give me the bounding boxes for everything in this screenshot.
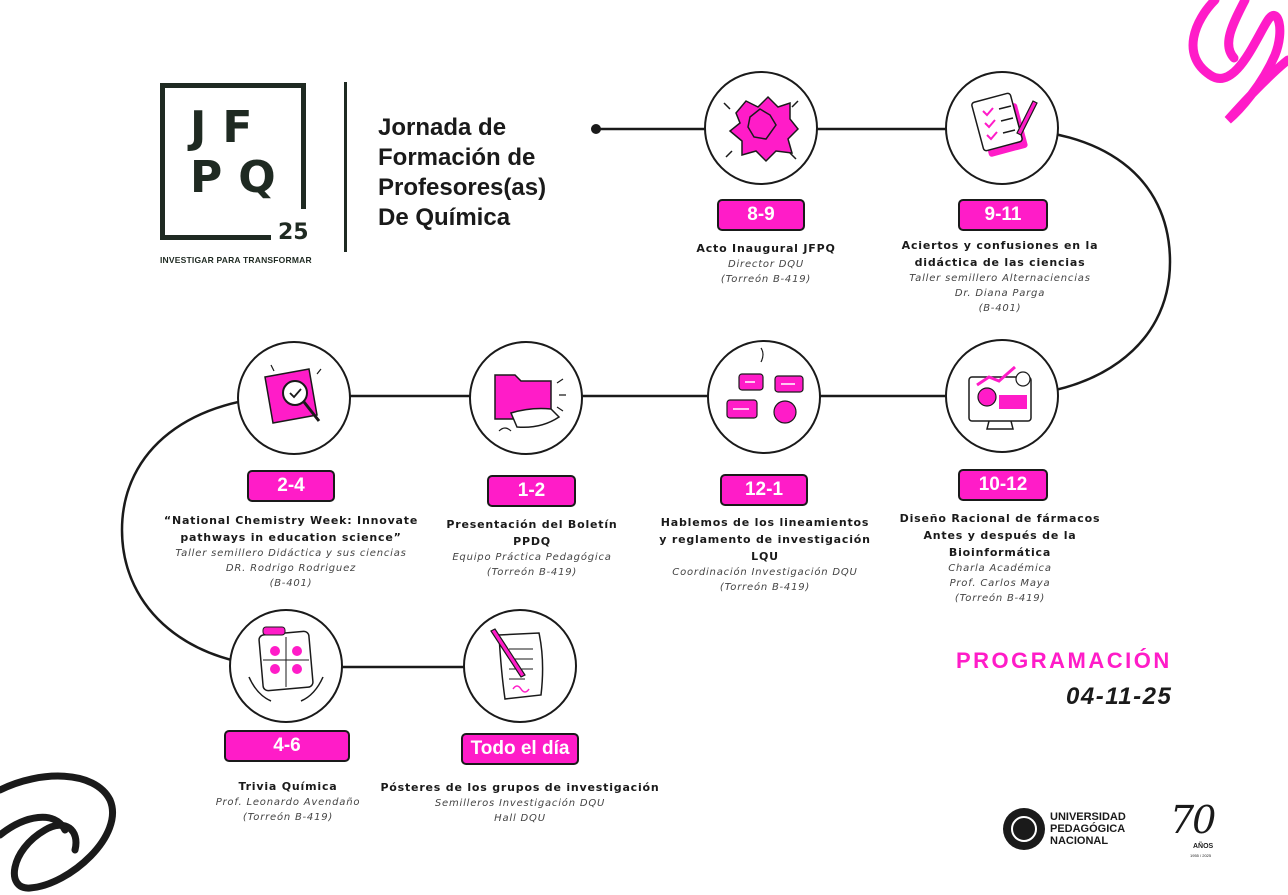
- event-7-icon-circle: [229, 609, 343, 723]
- event-7-time-badge: 4-6: [224, 730, 350, 762]
- event-8-line-2: Hall DQU: [494, 813, 546, 824]
- header-divider: [344, 82, 347, 252]
- anniversary-number: 70: [1170, 798, 1215, 842]
- event-3-icon-circle: [945, 339, 1059, 453]
- event-6-time-badge: 2-4: [247, 470, 335, 502]
- document-magnifier-icon: [239, 343, 349, 453]
- programacion-label: PROGRAMACIÓN: [956, 648, 1172, 673]
- event-4-icon-circle: [707, 340, 821, 454]
- event-1-title: Acto Inaugural JFPQ: [696, 242, 836, 255]
- chat-bubbles-icon: [709, 342, 819, 452]
- anniversary-years: 1955 / 2025: [1190, 853, 1212, 858]
- folder-hand-icon: [471, 343, 581, 453]
- event-7-line-2: (Torreón B-419): [242, 812, 334, 823]
- event-2-icon-circle: [945, 71, 1059, 185]
- event-6-info: [160, 512, 422, 591]
- black-scribble-decoration: [0, 776, 113, 888]
- page-title: Jornada de Formación de Profesores(as) De Química: [378, 114, 547, 231]
- event-6-title: “National Chemistry Week: Innovate pathways in education science”: [163, 514, 419, 544]
- event-5-line-2: (Torreón B-419): [486, 567, 578, 578]
- upn-seal-logo: [1003, 808, 1045, 850]
- event-2-line-1: Taller semillero Alternaciencias: [909, 273, 1091, 284]
- event-8-info: [378, 779, 662, 826]
- event-5-info: [434, 516, 630, 580]
- jfpq-logo-tagline: INVESTIGAR PARA TRANSFORMAR: [160, 255, 312, 265]
- event-6-line-2: DR. Rodrigo Rodriguez: [225, 563, 357, 574]
- event-2-line-3: (B-401): [978, 303, 1022, 314]
- event-5-icon-circle: [469, 341, 583, 455]
- event-3-line-3: (Torreón B-419): [954, 593, 1046, 604]
- event-4-time-badge: 12-1: [720, 474, 808, 506]
- event-1-line-1: Director DQU: [727, 259, 805, 270]
- event-1-line-2: (Torreón B-419): [720, 274, 812, 285]
- jfpq-logo-number: 25: [278, 220, 309, 245]
- hands-together-icon: [706, 73, 816, 183]
- event-1-time-badge: 8-9: [717, 199, 805, 231]
- computer-analytics-icon: [947, 341, 1057, 451]
- event-4-line-1: Coordinación Investigación DQU: [672, 567, 858, 578]
- event-5-line-1: Equipo Práctica Pedagógica: [452, 552, 612, 563]
- clipboard-checklist-icon: [947, 73, 1057, 183]
- event-3-time-badge: 10-12: [958, 469, 1048, 501]
- event-8-line-1: Semilleros Investigación DQU: [434, 798, 606, 809]
- event-5-time-badge: 1-2: [487, 475, 576, 507]
- event-1-icon-circle: [704, 71, 818, 185]
- paper-pen-icon: [465, 611, 575, 721]
- upn-logo-text: UNIVERSIDAD PEDAGÓGICA NACIONAL: [1050, 811, 1126, 847]
- event-3-title: Diseño Racional de fármacos Antes y después de la Bioinformática: [899, 512, 1101, 559]
- event-date: 04-11-25: [1066, 683, 1173, 710]
- event-8-time-badge: Todo el día: [461, 733, 579, 765]
- event-3-line-1: Charla Académica: [948, 563, 1052, 574]
- event-8-title: Pósteres de los grupos de investigación: [380, 781, 660, 794]
- event-7-info: [190, 778, 386, 825]
- event-3-line-2: Prof. Carlos Maya: [949, 578, 1051, 589]
- event-6-icon-circle: [237, 341, 351, 455]
- event-5-title: Presentación del Boletín PPDQ: [446, 518, 618, 548]
- jfpq-logo-letters: JF PQ: [190, 102, 292, 203]
- event-1-info: [676, 240, 856, 287]
- event-2-title: Aciertos y confusiones en la didáctica de las ciencias: [901, 239, 1099, 269]
- event-4-info: [658, 514, 872, 595]
- anniversary-label: AÑOS: [1193, 843, 1214, 850]
- event-3-info: [885, 510, 1115, 606]
- event-4-line-2: (Torreón B-419): [719, 582, 811, 593]
- event-6-line-3: (B-401): [269, 578, 313, 589]
- event-2-line-2: Dr. Diana Parga: [954, 288, 1046, 299]
- phone-trivia-icon: [231, 611, 341, 721]
- event-7-title: Trivia Química: [238, 780, 338, 793]
- event-7-line-1: Prof. Leonardo Avendaño: [215, 797, 361, 808]
- event-6-line-1: Taller semillero Didáctica y sus ciencias: [175, 548, 407, 559]
- event-4-title: Hablemos de los lineamientos y reglamento de investigación LQU: [659, 516, 871, 563]
- event-2-info: [895, 237, 1105, 316]
- event-2-time-badge: 9-11: [958, 199, 1048, 231]
- event-8-icon-circle: [463, 609, 577, 723]
